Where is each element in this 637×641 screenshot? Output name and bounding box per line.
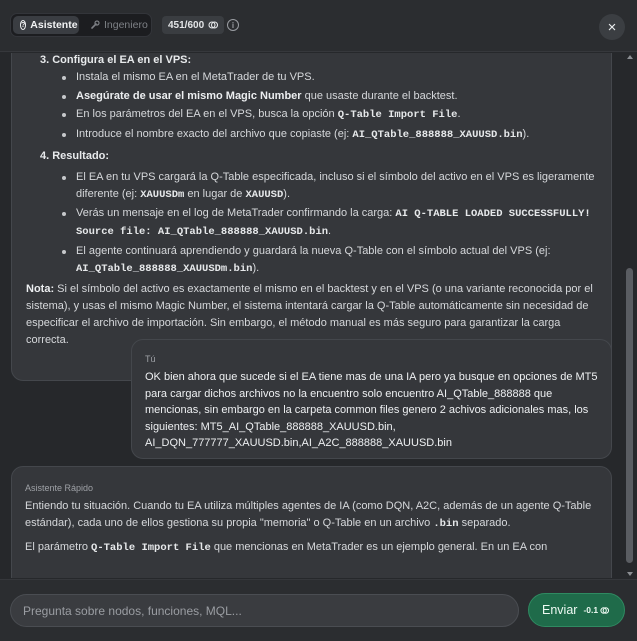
inline-code: Q-Table Import File <box>91 542 211 554</box>
inline-code: XAUUSDm <box>140 188 185 201</box>
tab-ingeniero-label: Ingeniero <box>104 19 148 31</box>
list-item: Introduce el nombre exacto del archivo que copiaste (ej: AI_QTable_888888_XAUUSD.bin). <box>76 126 599 144</box>
tab-asistente-label: Asistente <box>30 19 78 31</box>
inline-code: AI_QTable_888888_XAUUSDm.bin <box>76 262 253 275</box>
close-button[interactable] <box>599 14 625 40</box>
step3-title: 3. Configura el EA en el VPS: <box>40 54 192 66</box>
composer <box>0 579 637 641</box>
assistant-message-fast <box>11 466 612 578</box>
header <box>0 0 637 52</box>
step4-list <box>76 169 599 278</box>
chat-scrollbar[interactable] <box>625 53 634 578</box>
list-item: El EA en tu VPS cargará la Q-Table especificada, incluso si el símbolo del activo en el VPS es ligeramente diferente (ej: XAUUSDm en lugar de XAUUSD). <box>76 169 599 204</box>
message-sender: Tú <box>145 354 156 364</box>
inline-code: AI_QTable_888888_XAUUSD.bin <box>352 128 523 141</box>
inline-code: XAUUSD <box>245 188 284 201</box>
close-icon: × <box>607 18 617 36</box>
step3-list <box>76 69 599 144</box>
list-item: En los parámetros del EA en el VPS, busca la opción Q-Table Import File. <box>76 106 599 124</box>
scroll-down-arrow-icon[interactable] <box>627 572 633 576</box>
inline-code: .bin <box>433 518 459 530</box>
user-message <box>131 339 612 459</box>
scroll-up-arrow-icon[interactable] <box>627 55 633 59</box>
list-item: Asegúrate de usar el mismo Magic Number que usaste durante el backtest. <box>76 88 599 105</box>
list-item: Instala el mismo EA en el MetaTrader de tu VPS. <box>76 69 599 86</box>
inline-code: Q-Table Import File <box>337 109 458 121</box>
send-cost: -0.1 <box>583 605 609 615</box>
mode-toggle <box>10 13 152 37</box>
list-item: Verás un mensaje en el log de MetaTrader confirmando la carga: AI Q-TABLE LOADED SUCCESSFULLY! Source file: AI_QTable_888888_XAUUSD.bin. <box>76 205 599 241</box>
message-sender: Asistente Rápido <box>25 483 94 493</box>
coins-icon <box>208 20 218 30</box>
note-paragraph: Nota: Si el símbolo del activo es exactamente el mismo en el backtest y en el VPS (o una variante reconocida por el sistema), y usas el mismo Magic Number, el sistema intentará cargar la Q-Table automáticamente sin necesidad de especificar el archivo de importación. Sin embargo, el método manual es más seguro para garantizar la carga correcta. <box>26 282 593 346</box>
help-circle-icon: ? <box>21 21 26 29</box>
list-item: El agente continuará aprendiendo y guardará la nueva Q-Table con el símbolo actual del VPS (ej: AI_QTable_888888_XAUUSDm.bin). <box>76 243 599 278</box>
inline-code: AI Q-TABLE LOADED SUCCESSFULLY! <box>395 208 591 220</box>
message-paragraph: Entiendo tu situación. Cuando tu EA utiliza múltiples agentes de IA (como DQN, A2C, además de un agente Q-Table estándar), cada uno de ellos gestiona su propia "memoria" o Q-Table en un archivo .bin separado. <box>25 500 592 530</box>
chat-area <box>0 53 623 578</box>
question-input[interactable] <box>10 594 519 627</box>
message-paragraph: El parámetro Q-Table Import File que mencionas en MetaTrader es un ejemplo general. En un EA con <box>25 541 548 554</box>
tab-asistente[interactable] <box>13 16 79 34</box>
user-message-text: OK bien ahora que sucede si el EA tiene mas de una IA pero ya busque en opciones de MT5 para cargar dichos archivos no la encuentro solo encuentro AI_QTable_888888 que mencionas, sin embargo en la carpeta common files genero 2 achivos adicionales mas, los siguientes: MT5_AI_QTable_888888_XAUUSD.bin, AI_DQN_777777_XAUUSD.bin,AI_A2C_888888_XAUUSD.bin <box>145 371 598 449</box>
send-button[interactable] <box>528 593 625 627</box>
scroll-thumb[interactable] <box>626 268 633 563</box>
assistant-message <box>11 53 612 381</box>
info-icon[interactable]: i <box>227 19 239 31</box>
note-label: Nota: <box>26 282 55 295</box>
coins-icon <box>600 606 609 615</box>
usage-counter-value: 451/600 <box>168 19 205 31</box>
step4-title: 4. Resultado: <box>40 149 110 162</box>
inline-code: Source file: AI_QTable_888888_XAUUSD.bin <box>76 226 329 238</box>
wrench-icon <box>90 20 100 30</box>
usage-counter <box>162 16 224 34</box>
tab-ingeniero[interactable] <box>83 16 155 34</box>
send-button-label: Enviar <box>542 603 578 617</box>
